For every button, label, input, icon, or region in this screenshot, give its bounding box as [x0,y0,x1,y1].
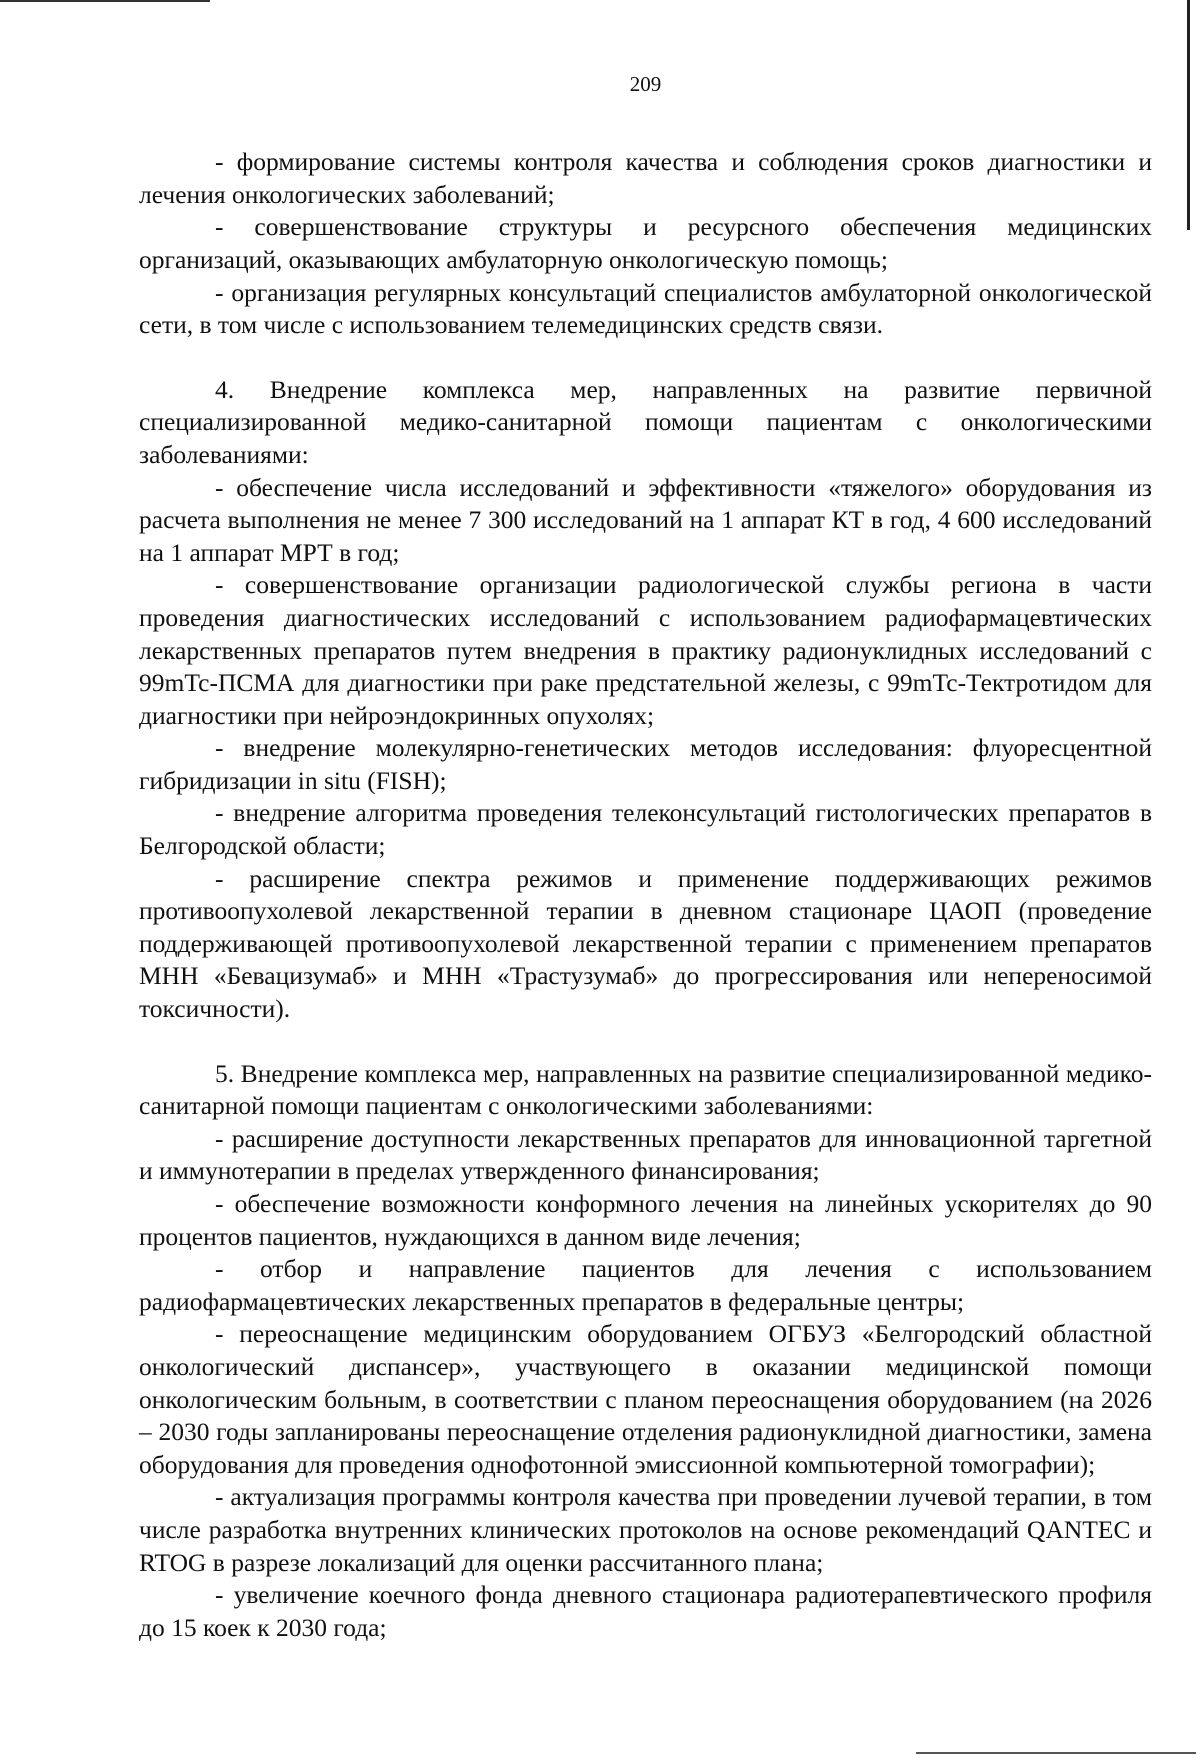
document-body [139,146,1152,1644]
page-number: 209 [629,72,662,96]
paragraph: - обеспечение числа исследований и эффективности «тяжелого» оборудования из расчета выполнения не менее 7 300 исследований на 1 аппарат КТ в год, 4 600 исследований на 1 аппарат МРТ в год; [139,472,1152,567]
paragraph: - совершенствование структуры и ресурсного обеспечения медицинских организаций, оказывающих амбулаторную онкологическую помощь; [139,212,1152,274]
scan-edge-right [1187,0,1190,230]
paragraph: - переоснащение медицинским оборудованием ОГБУЗ «Белгородский областной онкологический диспансер», участвующего в оказании медицинской помощи онкологическим больным, в соответствии с планом переоснащения оборудованием (на 2026 – 2030 годы запланированы переоснащение отделения радионуклидной диагностики, замена оборудования для проведения однофотонной эмиссионной компьютерной томографии); [139,1319,1152,1479]
section-heading-4: 4. Внедрение комплекса мер, направленных на развитие первичной специализированной медико-санитарной помощи пациентам с онкологическими заболеваниями: [139,374,1152,469]
paragraph: - организация регулярных консультаций специалистов амбулаторной онкологической сети, в том числе с использованием телемедицинских средств связи. [139,277,1152,340]
scan-edge-top [0,0,210,2]
paragraph: - формирование системы контроля качества и соблюдения сроков диагностики и лечения онкологических заболеваний; [139,147,1152,209]
paragraph: - актуализация программы контроля качества при проведении лучевой терапии, в том числе разработка внутренних клинических протоколов на основе рекомендаций QANTEC и RTOG в разрезе локализаций для оценки рассчитанного плана; [139,1482,1152,1577]
paragraph: - обеспечение возможности конформного лечения на линейных ускорителях до 90 процентов пациентов, нуждающихся в данном виде лечения; [139,1189,1152,1251]
paragraph: - внедрение молекулярно-генетических методов исследования: флуоресцентной гибридизации in situ (FISH); [139,733,1152,795]
section-heading-5: 5. Внедрение комплекса мер, направленных на развитие специализированной медико-санитарной помощи пациентам с онкологическими заболеваниями: [139,1058,1152,1121]
paragraph: - совершенствование организации радиологической службы региона в части проведения диагностических исследований с использованием радиофармацевтических лекарственных препаратов путем внедрения в практику радионуклидных исследований с 99mTc-ПСМА для диагностики при раке предстательной железы, с 99mTc-Тектротидом для диагностики при нейроэндокринных опухолях; [139,570,1152,730]
paragraph: - увеличение коечного фонда дневного стационара радиотерапевтического профиля до 15 коек к 2030 года; [139,1580,1152,1642]
scan-edge-bottom [916,1752,1196,1754]
paragraph: - отбор и направление пациентов для лечения с использованием радиофармацевтических лекарственных препаратов в федеральные центры; [139,1254,1152,1316]
paragraph: - расширение доступности лекарственных препаратов для инновационной таргетной и иммунотерапии в пределах утвержденного финансирования; [139,1123,1152,1186]
paragraph: - внедрение алгоритма проведения телеконсультаций гистологических препаратов в Белгородской области; [139,798,1152,861]
paragraph: - расширение спектра режимов и применение поддерживающих режимов противоопухолевой лекарственной терапии в дневном стационаре ЦАОП (проведение поддерживающей противоопухолевой лекарственной терапии с применением препаратов МНН «Бевацизумаб» и МНН «Трастузумаб» до прогрессирования или непереносимой токсичности). [139,863,1152,1024]
